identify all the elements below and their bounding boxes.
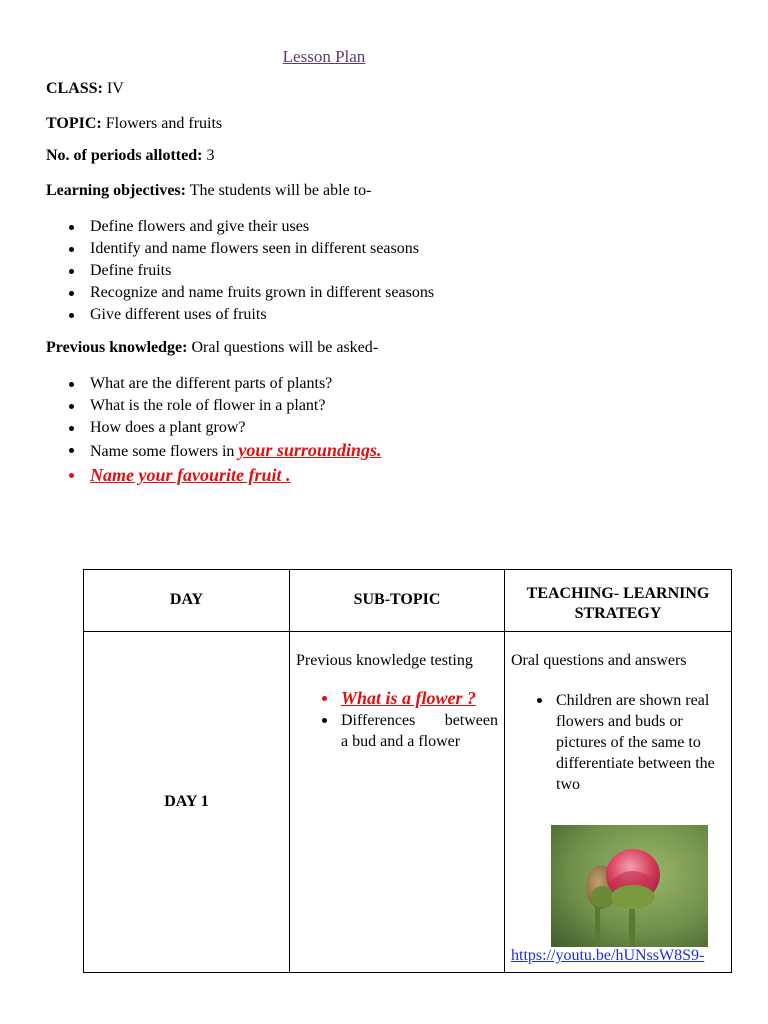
topic-field xyxy=(46,115,222,133)
flower-bud-image xyxy=(551,825,708,947)
header-subtopic: SUB-TOPIC xyxy=(290,570,505,632)
objectives-intro: The students will be able to- xyxy=(189,182,372,199)
previous-knowledge-intro: Oral questions will be asked- xyxy=(191,339,379,356)
objectives-field xyxy=(46,182,371,200)
header-day: DAY xyxy=(84,570,290,632)
header-strategy: TEACHING- LEARNING STRATEGY xyxy=(505,570,732,632)
previous-questions-list xyxy=(46,373,381,486)
list-item: Define flowers and give their uses xyxy=(46,216,434,238)
subtopic-line: a bud and a flower xyxy=(341,733,461,750)
list-item: Give different uses of fruits xyxy=(46,304,434,326)
topic-value: Flowers and fruits xyxy=(105,115,223,132)
list-item: What is the role of flower in a plant? xyxy=(46,395,381,417)
topic-label: TOPIC: xyxy=(46,115,102,132)
objectives-list xyxy=(46,216,434,326)
list-item xyxy=(46,439,381,461)
list-item xyxy=(296,710,498,752)
objectives-label: Learning objectives: xyxy=(46,182,186,199)
emphasized-text: Name your favourite fruit . xyxy=(90,465,291,485)
table-header-row xyxy=(84,570,732,632)
strategy-cell xyxy=(505,632,732,973)
list-item: Children are shown real flowers and buds or pictures of the same to differentiate between the two xyxy=(511,690,725,795)
list-item: How does a plant grow? xyxy=(46,417,381,439)
class-field xyxy=(46,80,124,98)
list-item xyxy=(296,688,498,710)
class-value: IV xyxy=(106,80,124,97)
table-row xyxy=(84,632,732,973)
subtopic-word: Differences xyxy=(341,712,416,729)
subtopic-cell xyxy=(290,632,505,973)
previous-knowledge-field xyxy=(46,339,378,357)
periods-value: 3 xyxy=(206,147,215,164)
strategy-intro: Oral questions and answers xyxy=(511,652,687,669)
previous-knowledge-label: Previous knowledge: xyxy=(46,339,188,356)
lesson-table xyxy=(83,569,732,973)
periods-field xyxy=(46,147,214,165)
list-item xyxy=(46,464,381,486)
day-cell: DAY 1 xyxy=(84,632,290,973)
emphasized-text: What is a flower ? xyxy=(341,688,477,708)
list-item: What are the different parts of plants? xyxy=(46,373,381,395)
class-label: CLASS: xyxy=(46,80,103,97)
question-text: Name some flowers in xyxy=(90,443,239,460)
periods-label: No. of periods allotted: xyxy=(46,147,203,164)
subtopic-list xyxy=(296,688,498,752)
document-title: Lesson Plan xyxy=(282,47,366,66)
list-item: Identify and name flowers seen in different seasons xyxy=(46,238,434,260)
subtopic-intro: Previous knowledge testing xyxy=(296,652,473,669)
justified-line xyxy=(341,710,498,731)
list-item: Recognize and name fruits grown in different seasons xyxy=(46,282,434,304)
subtopic-word: between xyxy=(444,712,498,729)
list-item: Define fruits xyxy=(46,260,434,282)
video-link[interactable]: https://youtu.be/hUNssW8S9- xyxy=(511,947,705,964)
emphasized-text: your surroundings. xyxy=(238,440,382,460)
strategy-list xyxy=(511,690,725,795)
